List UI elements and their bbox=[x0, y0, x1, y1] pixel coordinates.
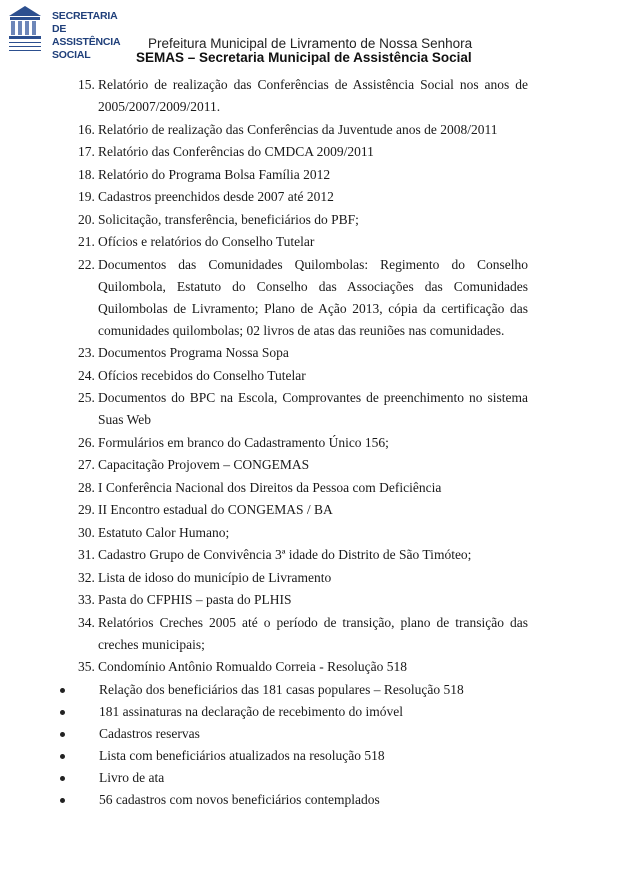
item-text: Relatório de realização das Conferências da Juventude anos de 2008/2011 bbox=[98, 121, 498, 137]
header-secretaria: SEMAS – Secretaria Municipal de Assistência Social bbox=[136, 50, 472, 65]
item-text: II Encontro estadual do CONGEMAS / BA bbox=[98, 502, 333, 517]
item-text: Relatório do Programa Bolsa Família 2012 bbox=[98, 166, 331, 182]
item-number: 33. bbox=[78, 592, 95, 607]
bullet-text: Relação dos beneficiários das 181 casas populares – Resolução 518 bbox=[99, 681, 464, 697]
list-item bbox=[0, 74, 630, 118]
item-number: 24. bbox=[78, 367, 95, 383]
bullet-item bbox=[0, 701, 630, 723]
item-number: 21. bbox=[78, 234, 95, 249]
list-item bbox=[0, 499, 630, 521]
item-text: Lista de idoso do município de Livramento bbox=[98, 569, 332, 585]
item-text: Relatório de realização das Conferências de Assistência Social nos anos de 2005/2007/2009/2011. bbox=[98, 77, 528, 114]
list-item bbox=[0, 141, 630, 163]
item-text: Documentos do BPC na Escola, Comprovantes de preenchimento no sistema Suas Web bbox=[98, 390, 528, 427]
bullet-text: 56 cadastros com novos beneficiários contemplados bbox=[99, 791, 380, 807]
item-number: 22. bbox=[78, 256, 95, 272]
bullet-icon bbox=[60, 688, 65, 693]
list-item bbox=[0, 209, 630, 231]
list-item bbox=[0, 432, 630, 454]
bullet-text: 181 assinaturas na declaração de recebimento do imóvel bbox=[99, 703, 404, 719]
item-number: 31. bbox=[78, 547, 95, 562]
item-text: Cadastros preenchidos desde 2007 até 2012 bbox=[98, 189, 334, 204]
item-text: Ofícios e relatórios do Conselho Tutelar bbox=[98, 234, 315, 249]
list-item bbox=[0, 656, 630, 678]
list-item bbox=[0, 454, 630, 476]
item-text: Formulários em branco do Cadastramento Único 156; bbox=[98, 434, 389, 450]
item-text: Ofícios recebidos do Conselho Tutelar bbox=[98, 367, 306, 383]
item-number: 23. bbox=[78, 345, 95, 360]
bullet-icon bbox=[60, 754, 65, 759]
list-item bbox=[0, 589, 630, 611]
bullet-item bbox=[0, 789, 630, 811]
item-text: I Conferência Nacional dos Direitos da Pessoa com Deficiência bbox=[98, 479, 442, 495]
item-text: Relatórios Creches 2005 até o período de transição, plano de transição das creches municipais; bbox=[98, 614, 528, 652]
item-text: Documentos Programa Nossa Sopa bbox=[98, 345, 289, 360]
list-item bbox=[0, 231, 630, 253]
bullet-icon bbox=[60, 732, 65, 737]
item-number: 27. bbox=[78, 457, 95, 472]
municipal-building-logo-icon bbox=[6, 2, 44, 62]
list-item bbox=[0, 342, 630, 364]
item-number: 20. bbox=[78, 211, 95, 227]
item-number: 30. bbox=[78, 524, 95, 540]
item-number: 32. bbox=[78, 569, 95, 585]
item-text: Solicitação, transferência, beneficiários do PBF; bbox=[98, 211, 359, 227]
bullet-text: Lista com beneficiários atualizados na resolução 518 bbox=[99, 747, 385, 763]
header-prefeitura: Prefeitura Municipal de Livramento de Nossa Senhora bbox=[148, 36, 473, 51]
item-number: 18. bbox=[78, 166, 95, 182]
item-number: 17. bbox=[78, 144, 95, 159]
item-text: Condomínio Antônio Romualdo Correia - Resolução 518 bbox=[98, 659, 407, 674]
list-item bbox=[0, 522, 630, 544]
list-item bbox=[0, 567, 630, 589]
document-body bbox=[0, 74, 630, 811]
bullet-icon bbox=[60, 798, 65, 803]
bullet-icon bbox=[60, 776, 65, 781]
list-item bbox=[0, 186, 630, 208]
item-number: 35. bbox=[78, 659, 95, 674]
logo-title: SECRETARIA DE ASSISTÊNCIA SOCIAL bbox=[52, 10, 121, 61]
bullet-item bbox=[0, 767, 630, 789]
bullet-item bbox=[0, 745, 630, 767]
secretaria-logo bbox=[6, 2, 126, 66]
item-text: Cadastro Grupo de Convivência 3ª idade do Distrito de São Timóteo; bbox=[98, 547, 472, 562]
item-number: 29. bbox=[78, 502, 95, 517]
item-number: 16. bbox=[78, 121, 95, 137]
list-item bbox=[0, 119, 630, 141]
item-number: 25. bbox=[78, 390, 95, 405]
list-item bbox=[0, 477, 630, 499]
list-item bbox=[0, 365, 630, 387]
item-number: 26. bbox=[78, 434, 95, 450]
list-item bbox=[0, 544, 630, 566]
bullet-text: Livro de ata bbox=[99, 769, 165, 785]
bullet-item bbox=[0, 679, 630, 701]
item-text: Estatuto Calor Humano; bbox=[98, 524, 230, 540]
bullet-item bbox=[0, 723, 630, 745]
item-number: 15. bbox=[78, 77, 95, 92]
bullet-text: Cadastros reservas bbox=[99, 725, 200, 741]
item-text: Pasta do CFPHIS – pasta do PLHIS bbox=[98, 592, 292, 607]
list-item bbox=[0, 612, 630, 656]
item-text: Relatório das Conferências do CMDCA 2009/2011 bbox=[98, 144, 374, 159]
list-item bbox=[0, 164, 630, 186]
list-item bbox=[0, 387, 630, 431]
item-number: 34. bbox=[78, 614, 95, 630]
item-text: Capacitação Projovem – CONGEMAS bbox=[98, 457, 310, 472]
bullet-icon bbox=[60, 710, 65, 715]
item-number: 28. bbox=[78, 479, 95, 495]
item-number: 19. bbox=[78, 189, 95, 204]
item-text: Documentos das Comunidades Quilombolas: Regimento do Conselho Quilombola, Estatuto do Conselho das Associações das Comunidades Quilombolas de Livramento; Plano de Ação 2013, cópia da certificação das comunidades quilombolas; 02 livros de atas das reuniões nas comunidades. bbox=[98, 256, 528, 338]
list-item bbox=[0, 254, 630, 342]
